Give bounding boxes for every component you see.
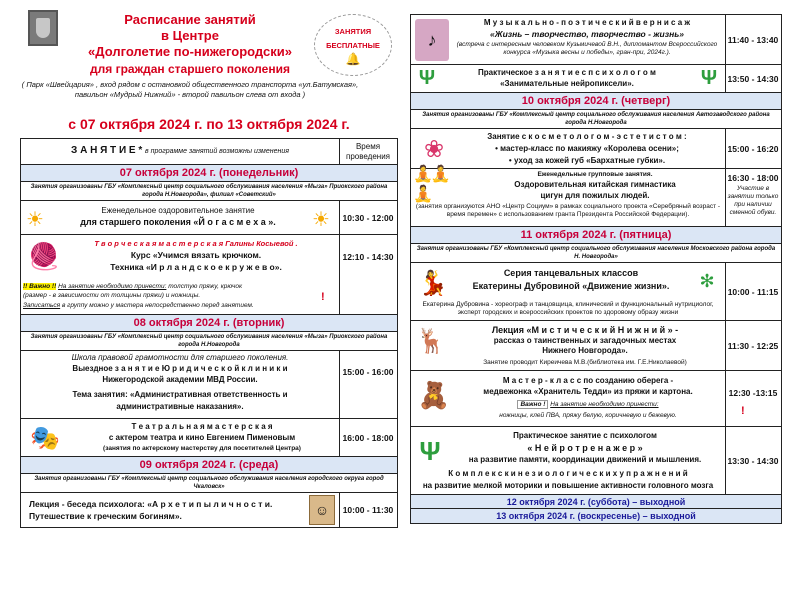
day-friday: 11 октября 2024 г. (пятница) — [411, 227, 781, 243]
teddy-items: ножницы, клей ПВА, пряжу белую, коричневую и бежевую. — [499, 412, 677, 419]
music-row — [411, 15, 781, 65]
yoga-time: 10:30 - 12:00 — [342, 212, 394, 223]
psych-title: Практическое з а н я т и е с п с и х о л о г о м — [478, 68, 656, 77]
neuro-line-3: на развитие памяти, координации движений и мышления. — [468, 455, 702, 464]
day-wednesday: 09 октября 2024 г. (среда) — [21, 457, 397, 473]
gym-line-4: (занятия организуются АНО «Центр Социум» в рамках социального проекта «Серебряный возраст - время перемен» с использованием гранта Президента Российской Федерации). — [415, 203, 721, 218]
neuro-line-1: Практическое занятие с психологом — [513, 431, 657, 440]
sun-icon: ☀ — [26, 208, 44, 231]
lect-time: 11:30 - 12:25 — [727, 340, 779, 351]
teddy-important: Важно ! — [517, 400, 548, 409]
neuro-time: 13:30 - 14:30 — [727, 455, 779, 466]
day-thursday: 10 октября 2024 г. (четверг) — [411, 93, 781, 109]
gym-line-3: цигун для пожилых людей. — [540, 191, 650, 200]
knit-lace: Техника «И р л а н д с к о е к р у ж е в о». — [110, 262, 282, 272]
gym-note: Участие в занятии только при наличии сменной обуви. — [727, 185, 779, 216]
music-note: (встреча с интересным человеком Кузьмичевой В.Н., дипломантом Всероссийского конкурса «Музыка весны и победы», гран-при, 2024г.). — [456, 41, 718, 56]
neuro-line-4: К о м п л е к с к и н е з и о л о г и ч е с к и х у п р а ж н е н и й — [448, 469, 688, 478]
cosm-line-3: уход за кожей губ «Бархатные губки». — [513, 156, 666, 165]
cosmetology-row: ❀ Занятие с к о с м е т о л о г о м - э с т е т и с т о м : • мастер-класс по макияжу «Королева осени»; • уход за кожей губ «Бархатные губки». 15:00 - 16:20 — [411, 129, 781, 169]
cosm-time: 15:00 - 16:20 — [727, 143, 779, 154]
day-sunday: 13 октября 2024 г. (воскресенье) – выходной — [411, 509, 781, 523]
table-header-row — [21, 139, 397, 165]
bring-items: толстую пряжу, крючок — [168, 283, 243, 290]
psych-row — [411, 65, 781, 93]
important-label: !! Важно !! — [23, 283, 57, 290]
qigong-icon: 🧘🧘🧘 — [413, 166, 449, 203]
knit-time: 12:10 - 14:30 — [342, 251, 394, 262]
schedule-table-left — [20, 138, 398, 528]
theater-line-2: с актером театра и кино Евгением Пименовым — [108, 433, 296, 442]
theater-icon: 🎭 — [30, 424, 60, 452]
teddy-row — [411, 371, 781, 427]
teddy-line-1: М а с т е р - к л а с с по созданию оберега - — [502, 376, 674, 385]
teddy-time: 12:30 -13:15 — [728, 387, 778, 398]
cosm-line-1: Занятие с к о с м е т о л о г о м - э с т е т и с т о м : — [487, 132, 687, 141]
title-line-1: Расписание занятий — [124, 12, 256, 27]
neuro-line-2: « Н е й р о т р е н а ж е р » — [527, 443, 643, 453]
singer-icon: ♪ — [415, 19, 449, 61]
org-wednesday: Занятия организованы ГБУ «Комплексный центр социального обслуживания населения городского округа город Чкаловск» — [34, 476, 384, 490]
psych-time: 13:50 - 14:30 — [727, 73, 779, 84]
date-range: с 07 октября 2024 г. по 13 октября 2024 г. — [68, 116, 350, 132]
org-friday-row — [411, 243, 781, 263]
dance-line-2: Екатерины Дубровиной «Движение жизни». — [472, 281, 670, 291]
gym-line-1: Еженедельные групповые занятия. — [537, 171, 653, 178]
day-monday: 07 октября 2024 г. (понедельник) — [21, 165, 397, 181]
teddy-bring: На занятие необходимо принести: — [550, 401, 659, 408]
org-monday-row — [21, 181, 397, 201]
activity-note: в программе занятий возможны изменения — [145, 148, 289, 155]
neuro-row — [411, 427, 781, 495]
psi-icon: Ψ — [419, 435, 441, 466]
signup-rest: в группу можно у мастера непосредственно перед занятием. — [61, 302, 254, 309]
community-icon: ✻ — [699, 270, 715, 291]
law-time: 15:00 - 16:00 — [342, 366, 394, 377]
law-line-5: административные наказания». — [116, 402, 244, 411]
sun-icon: ☀ — [312, 208, 330, 231]
schedule-table-right — [410, 14, 782, 524]
lecture-line-2: Путешествие к греческим богиням». — [29, 511, 182, 521]
deer-icon: 🦌 — [416, 327, 446, 355]
lecture-line-1: Лекция - беседа психолога: «А р х е т и п ы л и ч н о с т и. — [29, 499, 273, 509]
knit-row — [21, 235, 397, 315]
pin-icon: ! — [321, 291, 325, 303]
lect-line-4: Занятие проводит Киреичева М.В.(библиотека им. Г.Е.Николаевой) — [483, 359, 687, 366]
psych-subtitle: «Занимательные нейропиксели». — [500, 79, 634, 88]
org-thursday-row — [411, 109, 781, 129]
knit-course: Курс «Учимся вязать крючком. — [130, 250, 262, 260]
theater-time: 16:00 - 18:00 — [342, 432, 394, 443]
cosm-line-2: мастер-класс по макияжу «Королева осени»; — [500, 144, 679, 153]
free-line-1: ЗАНЯТИЯ — [334, 27, 372, 36]
day-tuesday: 08 октября 2024 г. (вторник) — [21, 315, 397, 331]
org-monday: Занятия организованы ГБУ «Комплексный центр социального обслуживания населения «Мыза» Приокского района города Н.Новгорода», филиал «Советский» — [30, 184, 388, 198]
law-line-2: Выездное з а н я т и е Ю р и д и ч е с к о й к л и н и к и — [72, 364, 288, 373]
law-line-4: Тема занятия: «Административная ответственность и — [72, 390, 288, 399]
dancer-icon: 💃 — [418, 269, 448, 297]
theater-line-3: (занятия по актерскому мастерству для посетителей Центра) — [103, 445, 301, 452]
lect-line-2: рассказ о таинственных и загадочных местах — [493, 336, 677, 345]
org-friday: Занятия организованы ГБУ «Комплексный центр социального обслуживания населения Московского района города Н. Новгорода» — [416, 246, 776, 260]
free-line-2: БЕСПЛАТНЫЕ — [326, 41, 380, 50]
org-tuesday: Занятия организованы ГБУ «Комплексный центр социального обслуживания населения «Мыза» Приокского района города Н.Новгорода — [30, 334, 388, 348]
theater-row — [21, 419, 397, 457]
music-title: М у з ы к а л ь н о - п о э т и ч е с к и й в е р н и с а ж — [483, 18, 691, 27]
free-badge — [314, 14, 392, 76]
lect-line-1: Лекция «М и с т и ч е с к и й Н и ж н и й » - — [491, 325, 679, 335]
law-row — [21, 351, 397, 419]
bell-icon: 🔔 — [345, 52, 361, 66]
yarn-icon: 🧶 — [27, 240, 61, 271]
theater-line-1: Т е а т р а л ь н а я м а с т е р с к а я — [131, 422, 273, 431]
qigong-row — [411, 166, 781, 227]
yoga-line-2: для старшего поколения «Й о г а с м е х а ». — [80, 217, 276, 227]
title-line-2: в Центре — [161, 28, 219, 43]
dance-time: 10:00 - 11:15 — [727, 286, 779, 297]
lecture-row — [21, 493, 397, 527]
address: ( Парк «Швейцария» , вход рядом с остановкой общественного транспорта «ул.Батумская», павильон «Мудрый Нижний» - второй павильон слева от входа ) — [21, 80, 359, 99]
bring-label: На занятие необходимо принести: — [58, 283, 167, 290]
dance-note: Екатерина Дубровина - хореограф и танцовщица, клинический и функциональный нутрициолог, эксперт городских и всероссийских проектов по здоровому образу жизни — [422, 301, 714, 316]
size-note: (размер - в зависимости от толщины пряжи) и ножницы. — [23, 292, 201, 299]
title-line-3: «Долголетие по-нижегородски» — [88, 44, 292, 59]
portrait-icon: ☺ — [309, 495, 335, 525]
psi-icon: Ψ — [418, 66, 436, 89]
title-line-4: для граждан старшего поколения — [90, 62, 290, 76]
lecture-time: 10:00 - 11:30 — [342, 505, 394, 515]
signup-label: Записаться — [23, 302, 61, 309]
neuro-line-5: на развитие мелкой моторики и повышение активности головного мозга — [422, 481, 714, 490]
psi-icon: Ψ — [700, 66, 718, 89]
law-line-3: Нижегородской академии МВД России. — [102, 375, 258, 384]
org-thursday: Занятия организованы ГБУ «Комплексный центр социального обслуживания населения Автозаводского района города Н.Новгорода — [422, 112, 770, 126]
day-saturday: 12 октября 2024 г. (суббота) – выходной — [411, 495, 781, 509]
header — [20, 0, 398, 132]
dance-line-1: Серия танцевальных классов — [503, 268, 639, 278]
pin-icon: ! — [741, 405, 745, 417]
activity-header: З А Н Я Т И Е * — [71, 145, 143, 156]
left-column — [20, 0, 398, 521]
org-wednesday-row — [21, 473, 397, 493]
time-header: Время проведения — [346, 141, 390, 161]
yoga-line-1: Еженедельное оздоровительное занятие — [101, 206, 255, 215]
music-subtitle: «Жизнь – творчество, творчество - жизнь» — [490, 29, 684, 39]
gym-time: 16:30 - 18:00 — [727, 173, 779, 183]
gym-line-2: Оздоровительная китайская гимнастика — [514, 180, 676, 189]
lect-line-3: Нижнего Новгорода». — [542, 346, 628, 355]
teddy-icon: 🧸 — [417, 379, 451, 410]
music-time: 11:40 - 13:40 — [727, 34, 779, 45]
knit-master: Т в о р ч е с к а я м а с т е р с к а я Галины Косыевой . — [94, 239, 298, 248]
law-line-1: Школа правовой грамотности для старшего поколения. — [71, 353, 289, 362]
dance-row — [411, 263, 781, 321]
teddy-line-2: медвежонка «Хранитель Тедди» из пряжи и картона. — [483, 387, 693, 396]
lips-icon: ❀ — [423, 135, 445, 163]
